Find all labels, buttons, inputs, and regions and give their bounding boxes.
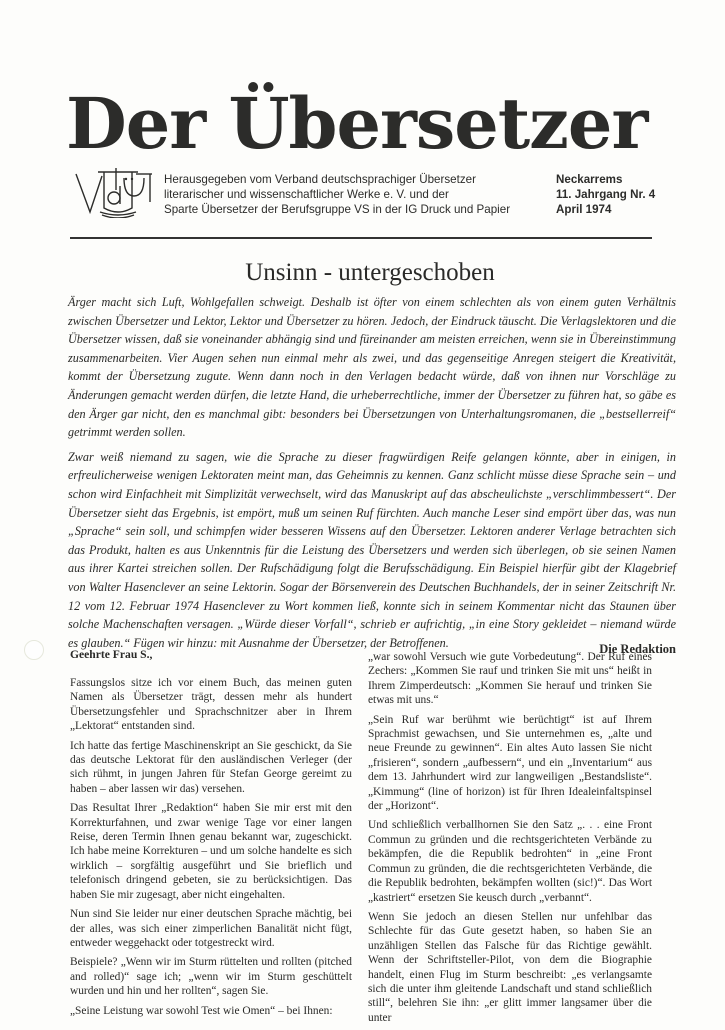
letter-salutation: Geehrte Frau S.,	[70, 648, 153, 661]
publisher-line: Sparte Übersetzer der Berufsgruppe VS in der IG Druck und Papier	[164, 203, 511, 216]
letter-paragraph: Beispiele? „Wenn wir im Sturm rüttelten und rollten (pitched and rolled)“ sage ich; „wenn wir im Sturm geschüttelt wurden und hin und her rollten“, sagen Sie.	[70, 956, 352, 998]
editorial-intro	[68, 293, 676, 659]
letter-paragraph: Nun sind Sie leider nur einer deutschen Sprache mächtig, bei der alles, was sich einer zimperlichen Banalität nicht fügt, entweder weggehackt oder totgestreckt wird.	[70, 908, 352, 949]
vdue-logo-icon	[74, 168, 160, 218]
letter-paragraph: Und schließlich verballhornen Sie den Satz „. . . eine Front Commun zu gründen und die rechtsgerichteten Verbände zu bekämpfen, die die Republik bedrohten“ in „eine Front Commun zu gründen, die die rechtsgerichteten Verbände, die die Republik bedrohten, bekämpfen wollten (sic!)“. Das Wort „kastriert“ ersetzen Sie keusch durch „verbannt“.	[368, 819, 652, 904]
letter-paragraph: „Sein Ruf war berühmt wie berüchtigt“ ist auf Ihrem Sprachmist gewachsen, und Sie unternehmen es, „alte und neue Freunde zu gewinnen“. Ein altes Auto lassen Sie nicht „frisieren“, sondern „aufbessern“, und ein „Inventarium“ aus dem 13. Jahrhundert wird zur langweiligen „Bestandsliste“. „Kimmung“ (line of horizon) ist für Ihren Idealeinfaltspinsel der „Horizont“.	[368, 713, 652, 813]
issue-date: April 1974	[556, 203, 612, 216]
punch-hole-mark	[24, 640, 44, 660]
editorial-paragraph: Ärger macht sich Luft, Wohlgefallen schweigt. Deshalb ist öfter von einem schlechten als von einem guten Verhältnis zwischen Übersetzer und Lektor, Lektor und Übersetzer zu hören. Jedoch, der Eindruck täuscht. Die Verlagslektoren und die Übersetzer wissen, daß sie voneinander abhängig sind und füreinander am meisten erreichen, wenn sie in Übereinstimmung zusammenarbeiten. Vier Augen sehen nun einmal mehr als zwei, und das gegenseitige Anregen steigert die Kreativität, kommt der Übersetzung zugute. Wenn dann noch in den Verlagen bedacht würde, daß von ihnen nur Vorschläge zu Änderungen gemacht werden dürfen, die letzte Hand, die urheberrechtliche, immer der Übersetzer zu führen hat, so gäbe es den Ärger gar nicht, den es manchmal gibt: besonders bei Übersetzungen von Unterhaltungsromanen, die „bestsellerreif“ getrimmt werden sollen.	[68, 295, 676, 440]
letter-column-right	[368, 650, 652, 1030]
publisher-line: literarischer und wissenschaftlicher Werke e. V. und der	[164, 188, 449, 201]
publisher-line: Herausgegeben vom Verband deutschsprachiger Übersetzer	[164, 173, 476, 186]
publisher-info	[164, 172, 524, 217]
issue-volume: 11. Jahrgang Nr. 4	[556, 188, 656, 201]
issue-info	[556, 172, 686, 217]
issue-place: Neckarrems	[556, 173, 623, 186]
letter-paragraph: „Seine Leistung war sowohl Test wie Omen“ – bei Ihnen:	[70, 1004, 333, 1017]
editorial-paragraph: Zwar weiß niemand zu sagen, wie die Sprache zu dieser fragwürdigen Reife gelangen könnte, aber in einigen, in erfreulicherweise wenigen Lektoraten meint man, das Geheimnis zu kennen. Ganz schlicht müsse diese Sprache sein – und schon wird Einfachheit mit Simplizität verwechselt, wird das Manuskript auf das abscheulichste „verschlimmbessert“. Der Übersetzer sieht das Ergebnis, ist empört, muß um seinen Ruf fürchten. Auch manche Leser sind empört über das, was nun „Sprache“ sein soll, und schimpfen wider besseren Wissens auf den Übersetzer. Lektoren anderer Verlage betrachten sich das Produkt, halten es aus Unkenntnis für die Leistung des Übersetzers und werden sich überlegen, ob sie seinen Namen aus ihrer Kartei streichen sollen. Der Rufschädigung folgt die Berufsschädigung. Ein Beispiel hierfür gibt der Klagebrief von Walter Hasenclever an seine Lektorin. Sogar der Börsenverein des Deutschen Buchhandels, der in seiner Zeitschrift Nr. 12 vom 12. Februar 1974 Hasenclever zu Wort kommen ließ, konnte sich in seinem Kommentar nicht das Staunen über solche Machenschaften versagen. „Würde dieser Vorfall“, schrieb er aufrichtig, „in eine Story gekleidet – niemand würde es glauben.“ Fügen wir hinzu: mit Ausnahme der Übersetzer, der Betroffenen.	[68, 449, 676, 650]
letter-paragraph: Ich hatte das fertige Maschinenskript an Sie geschickt, da Sie das deutsche Lektorat für den ausländischen Verleger (der sich rühmt, in jungen Jahren für Stefan George gereimt zu haben – aber lassen wir das) versehen.	[70, 739, 352, 795]
article-headline: Unsinn - untergeschoben	[245, 259, 495, 286]
editorial-signature: Die Redaktion	[599, 642, 676, 657]
letter-column-left	[70, 676, 352, 1023]
letter-paragraph: „war sowohl Versuch wie gute Vorbedeutung“. Der Ruf eines Zechers: „Kommen Sie rauf und trinken Sie mit uns“ heißt in Ihrem Zimperdeutsch: „Kommen Sie herauf und trinken Sie etwas mit uns.“	[368, 651, 652, 707]
letter-paragraph: Das Resultat Ihrer „Redaktion“ haben Sie mir erst mit den Korrekturfahnen, und zwar wenige Tage vor einer langen Reise, deren Termin Ihnen genau bekannt war, zugeschickt. Ich habe meine Korrekturen – und um solche handelte es sich wirklich – sorgfältig ausgeführt und Sie brieflich und telefonisch dringend gebeten, sie zu berücksichtigen. Das haben Sie mir zugesagt, aber nicht eingehalten.	[70, 802, 352, 901]
masthead-title: Der Übersetzer	[66, 82, 648, 165]
masthead-divider	[70, 237, 652, 239]
letter-paragraph: Fassungslos sitze ich vor einem Buch, das meinen guten Namen als Übersetzer trägt, dessen mehr als hundert Übersetzungsfehler und Sprachschnitzer aber in Ihrem „Lektorat“ entstanden sind.	[70, 677, 352, 733]
letter-paragraph: Wenn Sie jedoch an diesen Stellen nur unfehlbar das Schlechte für das Gute gesetzt haben, so haben Sie an unzähligen Stellen das Falsche für das Richtige gewählt. Wenn der Schriftsteller-Pilot, von dem die Biographie handelt, einen Flug im Sturm beschreibt: „es verlangsamte sich die unter ihm gleitende Landschaft und stand schließlich still“, belehren Sie ihn: „er glitt immer langsamer über die unter	[368, 910, 652, 1024]
